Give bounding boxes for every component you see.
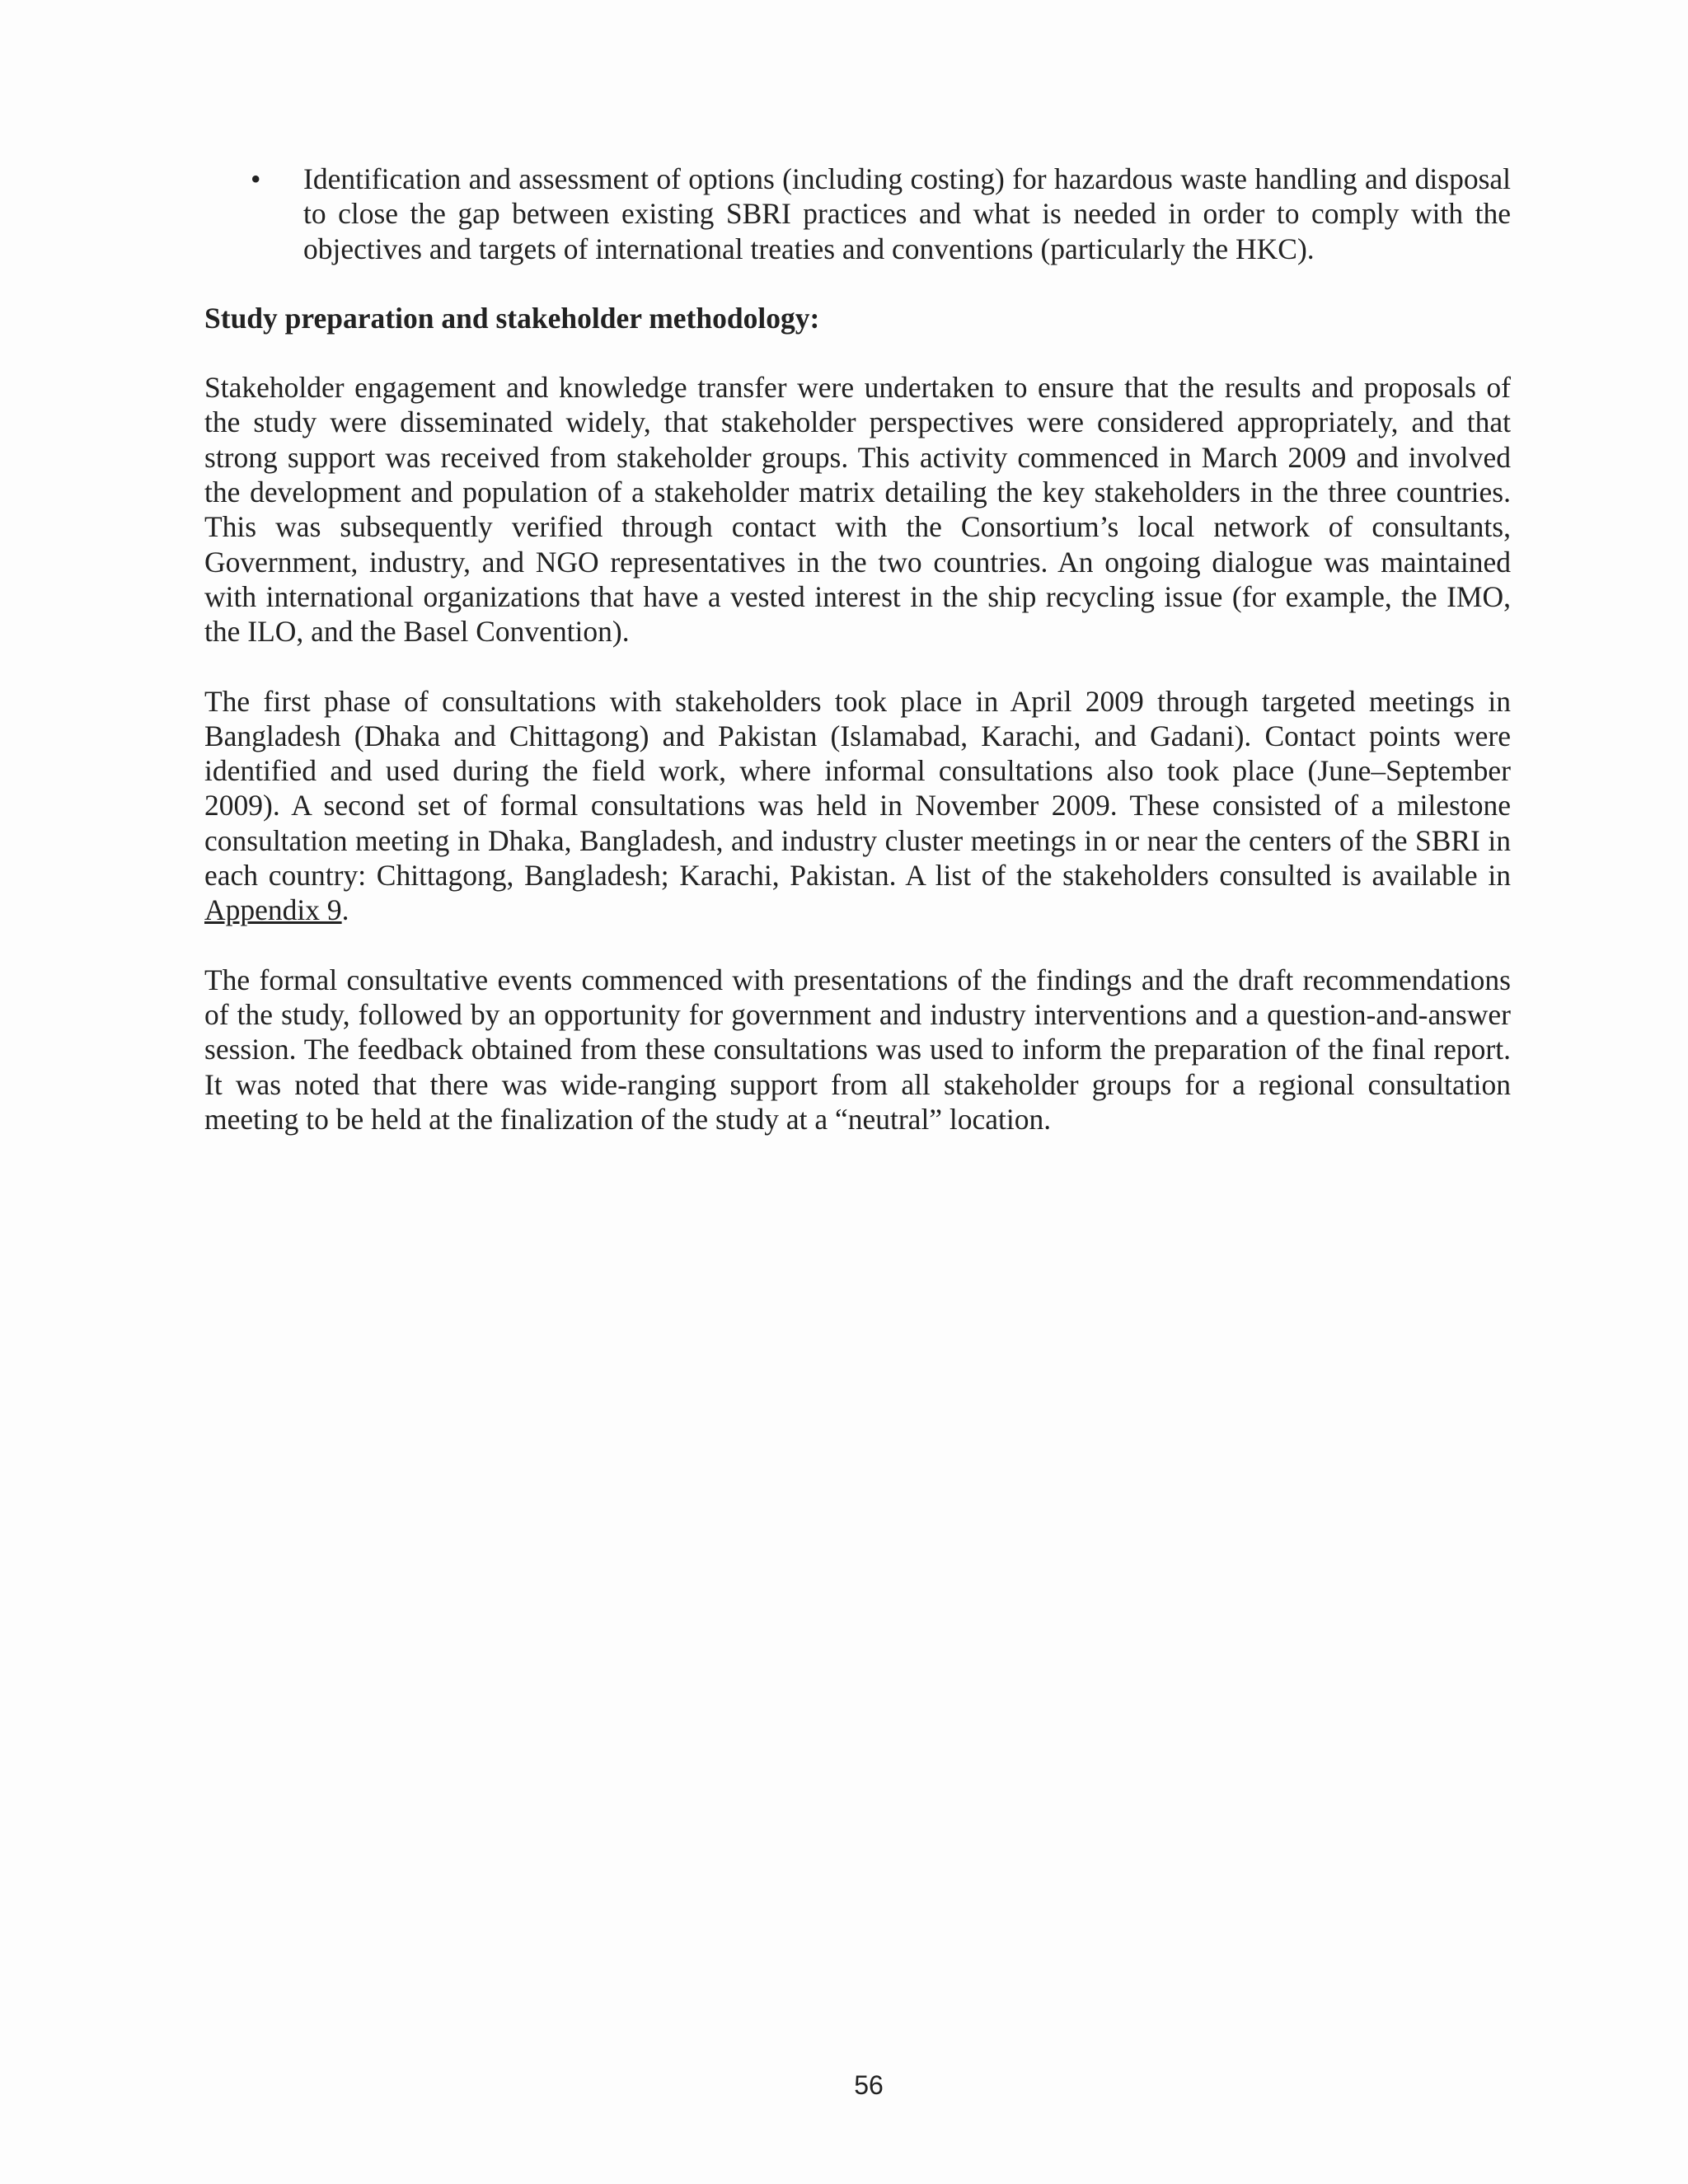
bullet-text: Identification and assessment of options (including costing) for hazardous waste handling and disposal to close the gap between existing SBRI practices and what is needed in order to comply with the objectives and targets of international treaties and conventions (particularly the HKC). [303, 162, 1511, 265]
document-body [204, 162, 1511, 1137]
paragraph-first-phase [204, 684, 1511, 928]
paragraph-text-end: . [341, 893, 349, 927]
bullet-list-item [204, 162, 1511, 266]
paragraph-stakeholder-engagement: Stakeholder engagement and knowledge transfer were undertaken to ensure that the results and proposals of the study were disseminated widely, that stakeholder perspectives were considered appropriately, and that strong support was received from stakeholder groups. This activity commenced in March 2009 and involved the development and population of a stakeholder matrix detailing the key stakeholders in the three countries. This was subsequently verified through contact with the Consortium’s local network of consultants, Government, industry, and NGO representatives in the two countries. An ongoing dialogue was maintained with international organizations that have a vested interest in the ship recycling issue (for example, the IMO, the ILO, and the Basel Convention). [204, 371, 1511, 649]
section-heading: Study preparation and stakeholder methodology: [204, 301, 820, 335]
page-number: 56 [854, 2070, 884, 2100]
bullet-icon: • [251, 162, 261, 195]
paragraph-text: The first phase of consultations with stakeholders took place in April 2009 through targeted meetings in Bangladesh (Dhaka and Chittagong) and Pakistan (Islamabad, Karachi, and Gadani). Contact points were identified and used during the field work, where informal consultations also took place (June–September 2009). A second set of formal consultations was held in November 2009. These consisted of a milestone consultation meeting in Dhaka, Bangladesh, and industry cluster meetings in or near the centers of the SBRI in each country: Chittagong, Bangladesh; Karachi, Pakistan. A list of the stakeholders consulted is available in [204, 684, 1511, 893]
paragraph-formal-events: The formal consultative events commenced with presentations of the findings and the draft recommendations of the study, followed by an opportunity for government and industry interventions and a question-and-answer session. The feedback obtained from these consultations was used to inform the preparation of the final report. It was noted that there was wide-ranging support from all stakeholder groups for a regional consultation meeting to be held at the finalization of the study at a “neutral” location. [204, 963, 1511, 1136]
appendix-9-link[interactable]: Appendix 9 [204, 893, 342, 927]
